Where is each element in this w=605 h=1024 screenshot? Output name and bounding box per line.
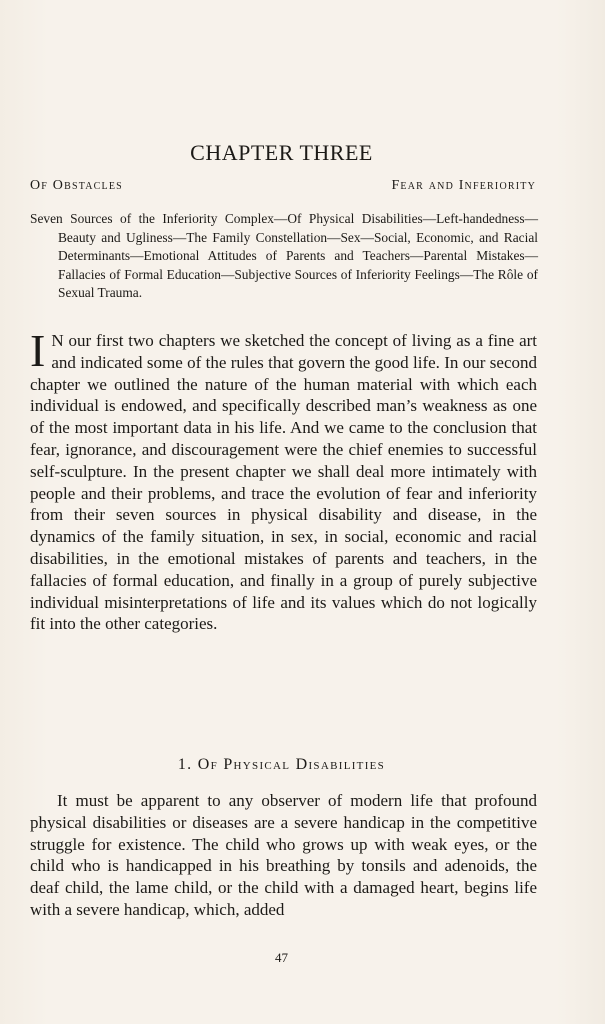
opening-paragraph-text: N our first two chapters we sketched the concept of living as a fine art and indicated some of the rules that govern the good life. In our second chapter we outlined the nature of the human material with which each individual is endowed, and specifically described man’s weakness as one of the most important data in his life. And we came to the conclusion that fear, ignorance, and discouragement were the chief enemies to successful self-sculpture. In the present chapter we shall deal more intimately with people and their problems, and trace the evolution of fear and inferiority from their seven sources in physical disability and disease, in the dynamics of the family situation, in sex, in social, economic and racial disabilities, in the emotional mistakes of parents and teachers, in the fallacies of formal education, and finally in a group of purely subjective individual misinterpretations of life and its values which do not logically fit into the other categories.	[30, 331, 537, 634]
running-heads	[30, 178, 536, 194]
opening-paragraph	[30, 325, 537, 635]
section-paragraph: It must be apparent to any observer of modern life that profound physical disabilities or diseases are a severe handicap in the competitive struggle for existence. The child who grows up with weak eyes, or the child who is handicapped in his breathing by tonsils and adenoids, the deaf child, the lame child, or the child with a damaged heart, begins life with a severe handicap, which, added	[30, 791, 537, 919]
running-head-right: Fear and Inferiority	[391, 178, 536, 193]
section-heading: 1. Of Physical Disabilities	[177, 756, 386, 773]
chapter-synopsis: Seven Sources of the Inferiority Complex—Of Physical Disabilities—Left-handedness—Beauty and Ugliness—The Family Constellation—Sex—Social, Economic, and Racial Determinants—Emotional Attitudes of Parents and Teachers—Parental Mistakes—Fallacies of Formal Education—Subjective Sources of Inferiority Feelings—The Rôle of Sexual Trauma.	[30, 211, 538, 301]
running-head-left: Of Obstacles	[30, 178, 123, 193]
chapter-title: CHAPTER THREE	[190, 140, 373, 165]
drop-cap: I	[30, 325, 46, 376]
page-number: 47	[275, 950, 288, 965]
